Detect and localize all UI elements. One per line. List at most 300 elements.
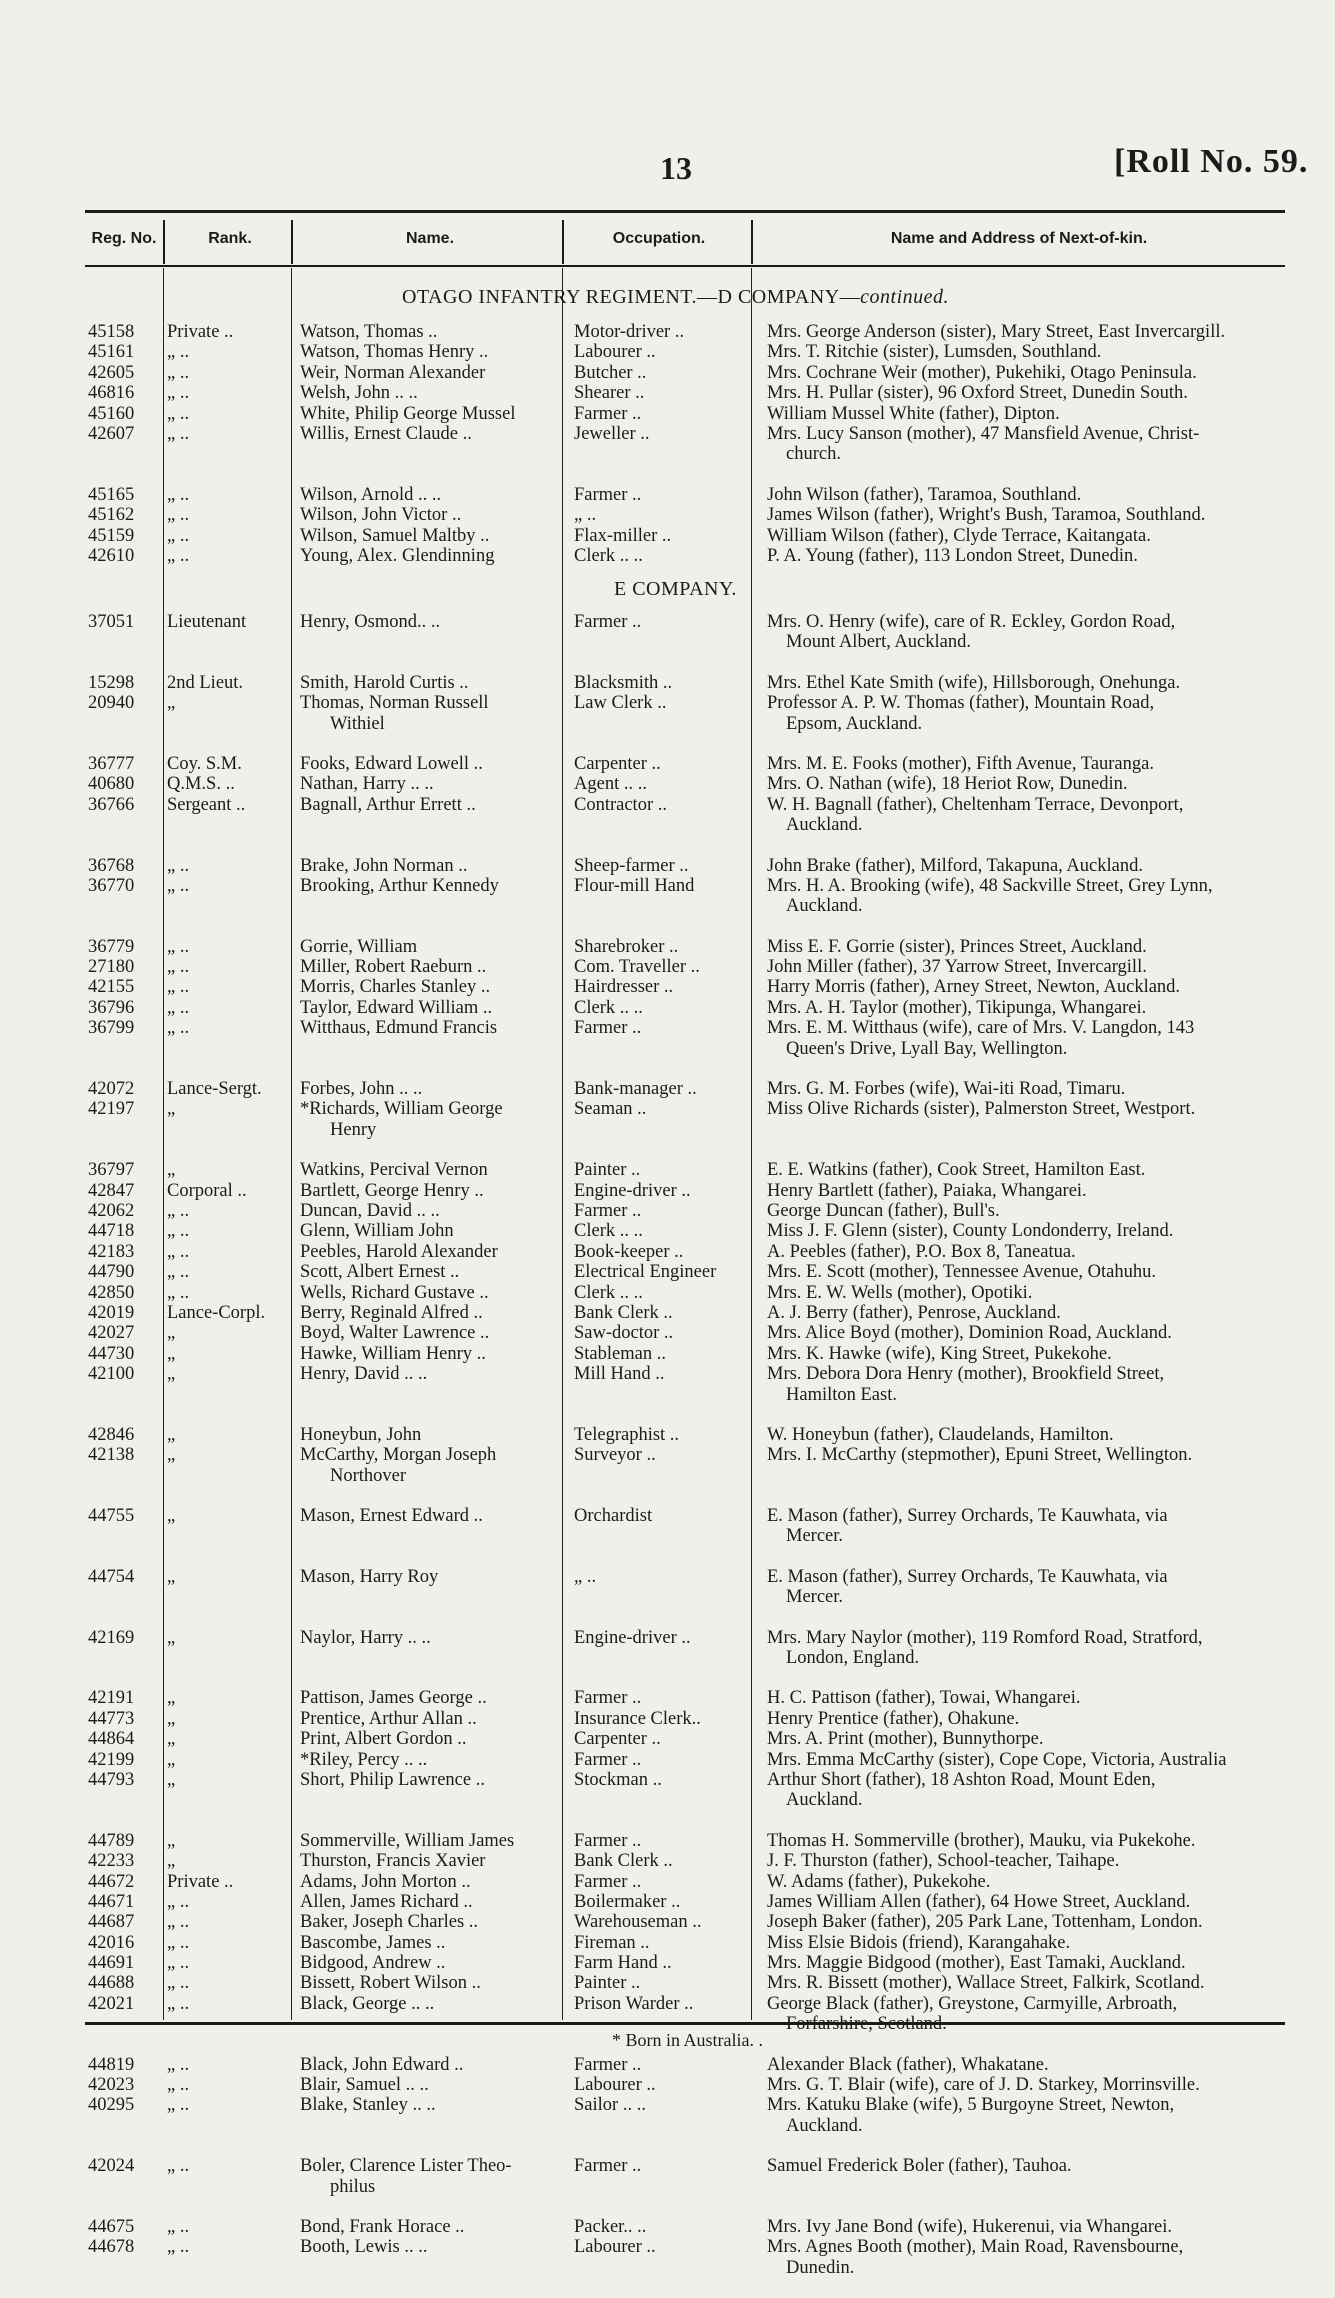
next-of-kin-cell: P. A. Young (father), 113 London Street, Dunedin. bbox=[767, 545, 1138, 566]
rank-cell: „ bbox=[167, 1099, 176, 1120]
reg-no-cell: 40680 bbox=[88, 774, 135, 795]
rank-cell: „ bbox=[167, 1160, 176, 1181]
next-of-kin-cell: Mrs. Ivy Jane Bond (wife), Hukerenui, via Whangarei. bbox=[767, 2217, 1172, 2237]
next-of-kin-cell: Harry Morris (father), Arney Street, Newton, Auckland. bbox=[767, 977, 1181, 998]
rank-cell: „ bbox=[167, 1749, 176, 1770]
occupation-cell: Clerk .. .. bbox=[574, 1221, 643, 1242]
next-of-kin-cell: Mrs. R. Bissett (mother), Wallace Street, Falkirk, Scotland. bbox=[767, 1973, 1205, 1994]
next-of-kin-cell: Miss Olive Richards (sister), Palmerston Street, Westport. bbox=[767, 1099, 1196, 1120]
footnote: * Born in Australia. . bbox=[612, 2030, 763, 2050]
occupation-cell: Farmer .. bbox=[574, 1018, 642, 1039]
occupation-cell: Farmer .. bbox=[574, 1871, 642, 1892]
next-of-kin-cell: W. Adams (father), Pukekohe. bbox=[767, 1871, 991, 1892]
occupation-cell: Sharebroker .. bbox=[574, 936, 679, 957]
rank-cell: Lieutenant bbox=[167, 612, 247, 632]
reg-no-cell: 42233 bbox=[88, 1851, 135, 1872]
row-spacer bbox=[0, 734, 1335, 754]
occupation-cell: Painter .. bbox=[574, 1160, 641, 1181]
table-row bbox=[0, 1283, 1335, 1303]
occupation-cell: Prison Warder .. bbox=[574, 1993, 694, 2014]
rank-cell: „ bbox=[167, 1729, 176, 1750]
reg-no-cell: 44687 bbox=[88, 1912, 135, 1933]
footer-rule bbox=[85, 2022, 1285, 2025]
table-row bbox=[0, 1994, 1335, 2014]
rank-cell: „ .. bbox=[167, 1891, 190, 1912]
name-cell: *Riley, Percy .. .. bbox=[300, 1749, 428, 1770]
next-of-kin-cell: E. E. Watkins (father), Cook Street, Hamilton East. bbox=[767, 1160, 1146, 1181]
reg-no-cell: 37051 bbox=[88, 612, 135, 632]
reg-no-cell: 42027 bbox=[88, 1323, 135, 1344]
reg-no-cell: 44671 bbox=[88, 1891, 135, 1912]
next-of-kin-cell: church. bbox=[786, 444, 841, 465]
next-of-kin-cell: Mount Albert, Auckland. bbox=[786, 632, 971, 653]
table-row-continuation bbox=[0, 714, 1335, 734]
next-of-kin-cell: Miss J. F. Glenn (sister), County Londonderry, Ireland. bbox=[767, 1221, 1174, 1242]
table-row bbox=[0, 546, 1335, 566]
occupation-cell: Flour-mill Hand bbox=[574, 875, 695, 896]
reg-no-cell: 44773 bbox=[88, 1708, 135, 1729]
rank-cell: „ .. bbox=[167, 484, 190, 505]
reg-no-cell: 42100 bbox=[88, 1364, 135, 1385]
name-cell: Pattison, James George .. bbox=[300, 1688, 487, 1709]
occupation-cell: Jeweller .. bbox=[574, 423, 650, 444]
table-row-continuation bbox=[0, 2177, 1335, 2197]
name-cell: Booth, Lewis .. .. bbox=[300, 2237, 428, 2258]
rank-cell: „ bbox=[167, 1343, 176, 1364]
rank-cell: „ bbox=[167, 1851, 176, 1872]
next-of-kin-cell: Mrs. Emma McCarthy (sister), Cope Cope, Victoria, Australia bbox=[767, 1749, 1227, 1770]
next-of-kin-cell: Mrs. E. Scott (mother), Tennessee Avenue, Otahuhu. bbox=[767, 1262, 1157, 1283]
next-of-kin-cell: Mrs. Katuku Blake (wife), 5 Burgoyne Street, Newton, bbox=[767, 2095, 1175, 2116]
d-company-table bbox=[0, 322, 1335, 566]
reg-no-cell: 45159 bbox=[88, 525, 135, 546]
table-row bbox=[0, 1018, 1335, 1038]
rank-cell: „ .. bbox=[167, 403, 190, 424]
occupation-cell: Surveyor .. bbox=[574, 1445, 656, 1466]
rank-cell: Corporal .. bbox=[167, 1180, 247, 1201]
rank-cell: „ .. bbox=[167, 2237, 190, 2258]
next-of-kin-cell: Mrs. Debora Dora Henry (mother), Brookfield Street, bbox=[767, 1364, 1165, 1385]
next-of-kin-cell: James William Allen (father), 64 Howe Street, Auckland. bbox=[767, 1891, 1191, 1912]
occupation-cell: Engine-driver .. bbox=[574, 1180, 691, 1201]
next-of-kin-cell: Queen's Drive, Lyall Bay, Wellington. bbox=[786, 1038, 1068, 1059]
rank-cell: „ bbox=[167, 1566, 176, 1587]
occupation-cell: Boilermaker .. bbox=[574, 1891, 681, 1912]
next-of-kin-cell: Mrs. George Anderson (sister), Mary Street, East Invercargill. bbox=[767, 322, 1226, 342]
name-cell: Smith, Harold Curtis .. bbox=[300, 672, 469, 693]
name-cell: Wilson, John Victor .. bbox=[300, 505, 462, 526]
occupation-cell: Farmer .. bbox=[574, 612, 642, 632]
rank-cell: „ .. bbox=[167, 1993, 190, 2014]
regiment-section-title bbox=[402, 286, 949, 309]
occupation-cell: Labourer .. bbox=[574, 342, 656, 363]
reg-no-cell: 42019 bbox=[88, 1302, 135, 1323]
row-spacer bbox=[0, 2136, 1335, 2156]
occupation-cell: Farmer .. bbox=[574, 1688, 642, 1709]
occupation-cell: Farmer .. bbox=[574, 403, 642, 424]
name-cell: Thurston, Francis Xavier bbox=[300, 1851, 486, 1872]
next-of-kin-cell: Mrs. H. Pullar (sister), 96 Oxford Street, Dunedin South. bbox=[767, 383, 1188, 404]
reg-no-cell: 45158 bbox=[88, 322, 135, 342]
table-row bbox=[0, 2156, 1335, 2176]
name-cell: Weir, Norman Alexander bbox=[300, 362, 486, 383]
name-cell: Watkins, Percival Vernon bbox=[300, 1160, 488, 1181]
next-of-kin-cell: Mrs. E. M. Witthaus (wife), care of Mrs. V. Langdon, 143 bbox=[767, 1018, 1195, 1039]
name-cell: Duncan, David .. .. bbox=[300, 1200, 440, 1221]
occupation-cell: Insurance Clerk.. bbox=[574, 1708, 701, 1729]
table-row bbox=[0, 2075, 1335, 2095]
next-of-kin-cell: George Black (father), Greystone, Carmyille, Arbroath, bbox=[767, 1993, 1178, 2014]
occupation-cell: Orchardist bbox=[574, 1506, 653, 1527]
table-row bbox=[0, 1912, 1335, 1932]
reg-no-cell: 44793 bbox=[88, 1769, 135, 1790]
rank-cell: „ bbox=[167, 1708, 176, 1729]
name-cell: philus bbox=[330, 2176, 376, 2197]
occupation-cell: Clerk .. .. bbox=[574, 1282, 643, 1303]
rank-cell: „ .. bbox=[167, 545, 190, 566]
next-of-kin-cell: Mrs. Maggie Bidgood (mother), East Tamaki, Auckland. bbox=[767, 1953, 1186, 1974]
name-cell: Withiel bbox=[330, 713, 385, 734]
name-cell: Blair, Samuel .. .. bbox=[300, 2075, 429, 2096]
table-row-continuation bbox=[0, 444, 1335, 464]
reg-no-cell: 44718 bbox=[88, 1221, 135, 1242]
table-row-continuation bbox=[0, 632, 1335, 652]
occupation-cell: Farmer .. bbox=[574, 1830, 642, 1851]
name-cell: Black, George .. .. bbox=[300, 1993, 435, 2014]
reg-no-cell: 42155 bbox=[88, 977, 135, 998]
occupation-cell: Farmer .. bbox=[574, 484, 642, 505]
reg-no-cell: 36796 bbox=[88, 997, 135, 1018]
occupation-cell: Mill Hand .. bbox=[574, 1364, 665, 1385]
name-cell: Adams, John Morton .. bbox=[300, 1871, 471, 1892]
next-of-kin-cell: Professor A. P. W. Thomas (father), Mountain Road, bbox=[767, 693, 1155, 714]
occupation-cell: „ .. bbox=[574, 505, 597, 526]
table-row bbox=[0, 526, 1335, 546]
next-of-kin-cell: Mrs. E. W. Wells (mother), Opotiki. bbox=[767, 1282, 1033, 1303]
table-row-continuation bbox=[0, 2116, 1335, 2136]
occupation-cell: Stockman .. bbox=[574, 1769, 662, 1790]
rank-cell: „ bbox=[167, 1323, 176, 1344]
rank-cell: „ .. bbox=[167, 1200, 190, 1221]
table-row bbox=[0, 673, 1335, 693]
table-row-continuation bbox=[0, 1526, 1335, 1546]
row-spacer bbox=[0, 2197, 1335, 2217]
table-row bbox=[0, 505, 1335, 525]
reg-no-cell: 42072 bbox=[88, 1079, 135, 1100]
name-cell: Sommerville, William James bbox=[300, 1830, 515, 1851]
occupation-cell: Saw-doctor .. bbox=[574, 1323, 674, 1344]
table-row bbox=[0, 2095, 1335, 2115]
name-cell: Henry, David .. .. bbox=[300, 1364, 428, 1385]
name-cell: Wells, Richard Gustave .. bbox=[300, 1282, 489, 1303]
rank-cell: „ bbox=[167, 1445, 176, 1466]
next-of-kin-cell: W. Honeybun (father), Claudelands, Hamilton. bbox=[767, 1424, 1114, 1445]
row-spacer bbox=[0, 1547, 1335, 1567]
occupation-cell: Bank Clerk .. bbox=[574, 1851, 673, 1872]
name-cell: Northover bbox=[330, 1465, 407, 1486]
reg-no-cell: 44678 bbox=[88, 2237, 135, 2258]
name-cell: Bascombe, James .. bbox=[300, 1932, 446, 1953]
name-cell: Black, John Edward .. bbox=[300, 2054, 464, 2075]
name-cell: Allen, James Richard .. bbox=[300, 1891, 473, 1912]
name-cell: Thomas, Norman Russell bbox=[300, 693, 489, 714]
occupation-cell: Clerk .. .. bbox=[574, 545, 643, 566]
name-cell: Watson, Thomas Henry .. bbox=[300, 342, 489, 363]
rank-cell: „ bbox=[167, 1627, 176, 1648]
table-row bbox=[0, 1445, 1335, 1465]
name-cell: Witthaus, Edmund Francis bbox=[300, 1018, 498, 1039]
table-row bbox=[0, 754, 1335, 774]
next-of-kin-cell: Mrs. A. H. Taylor (mother), Tikipunga, Whangarei. bbox=[767, 997, 1147, 1018]
rank-cell: „ .. bbox=[167, 2095, 190, 2116]
table-row bbox=[0, 1506, 1335, 1526]
name-cell: Glenn, William John bbox=[300, 1221, 454, 1242]
reg-no-cell: 42199 bbox=[88, 1749, 135, 1770]
rank-cell: Private .. bbox=[167, 322, 234, 342]
rank-cell: 2nd Lieut. bbox=[167, 672, 244, 693]
next-of-kin-cell: Mrs. I. McCarthy (stepmother), Epuni Street, Wellington. bbox=[767, 1445, 1193, 1466]
table-row-continuation bbox=[0, 1648, 1335, 1668]
name-cell: Bidgood, Andrew .. bbox=[300, 1953, 446, 1974]
table-row bbox=[0, 1973, 1335, 1993]
next-of-kin-cell: Mrs. H. A. Brooking (wife), 48 Sackville Street, Grey Lynn, bbox=[767, 875, 1213, 896]
next-of-kin-cell: Joseph Baker (father), 205 Park Lane, Tottenham, London. bbox=[767, 1912, 1203, 1933]
table-row bbox=[0, 322, 1335, 342]
table-row bbox=[0, 1344, 1335, 1364]
row-spacer bbox=[0, 1140, 1335, 1160]
table-row bbox=[0, 1201, 1335, 1221]
reg-no-cell: 46816 bbox=[88, 383, 135, 404]
reg-no-cell: 44672 bbox=[88, 1871, 135, 1892]
reg-no-cell: 36768 bbox=[88, 855, 135, 876]
next-of-kin-cell: Auckland. bbox=[786, 2115, 863, 2136]
occupation-cell: Hairdresser .. bbox=[574, 977, 674, 998]
next-of-kin-cell: London, England. bbox=[786, 1648, 920, 1669]
next-of-kin-cell: Mrs. Agnes Booth (mother), Main Road, Ravensbourne, bbox=[767, 2237, 1184, 2258]
rank-cell: „ .. bbox=[167, 505, 190, 526]
table-row bbox=[0, 1892, 1335, 1912]
rank-cell: „ .. bbox=[167, 1932, 190, 1953]
table-row bbox=[0, 485, 1335, 505]
reg-no-cell: 44755 bbox=[88, 1506, 135, 1527]
name-cell: Bagnall, Arthur Errett .. bbox=[300, 794, 476, 815]
reg-no-cell: 45161 bbox=[88, 342, 135, 363]
table-row bbox=[0, 1425, 1335, 1445]
name-cell: Peebles, Harold Alexander bbox=[300, 1241, 498, 1262]
rank-cell: „ .. bbox=[167, 1282, 190, 1303]
header-name: Name. bbox=[405, 230, 455, 247]
table-row-continuation bbox=[0, 1587, 1335, 1607]
reg-no-cell: 42024 bbox=[88, 2156, 135, 2177]
occupation-cell: Farmer .. bbox=[574, 2156, 642, 2177]
next-of-kin-cell: Samuel Frederick Boler (father), Tauhoa. bbox=[767, 2156, 1072, 2177]
name-cell: Short, Philip Lawrence .. bbox=[300, 1769, 485, 1790]
occupation-cell: Carpenter .. bbox=[574, 753, 661, 774]
table-row bbox=[0, 1079, 1335, 1099]
next-of-kin-cell: Auckland. bbox=[786, 1790, 863, 1811]
occupation-cell: Carpenter .. bbox=[574, 1729, 661, 1750]
reg-no-cell: 45165 bbox=[88, 484, 135, 505]
rank-cell: „ .. bbox=[167, 2217, 190, 2237]
name-cell: Fooks, Edward Lowell .. bbox=[300, 753, 483, 774]
table-row bbox=[0, 2217, 1335, 2237]
next-of-kin-cell: Mrs. Ethel Kate Smith (wife), Hillsborough, Onehunga. bbox=[767, 672, 1181, 693]
table-row bbox=[0, 1688, 1335, 1708]
next-of-kin-cell: Auckland. bbox=[786, 815, 863, 836]
row-spacer bbox=[0, 1668, 1335, 1688]
header-rank: Rank. bbox=[208, 230, 252, 247]
next-of-kin-cell: Auckland. bbox=[786, 896, 863, 917]
table-row bbox=[0, 1099, 1335, 1119]
occupation-cell: Agent .. .. bbox=[574, 774, 647, 795]
column-header-row bbox=[85, 214, 1285, 264]
name-cell: Watson, Thomas .. bbox=[300, 322, 438, 342]
next-of-kin-cell: Dunedin. bbox=[786, 2257, 855, 2278]
name-cell: Blake, Stanley .. .. bbox=[300, 2095, 436, 2116]
occupation-cell: Book-keeper .. bbox=[574, 1241, 684, 1262]
table-row bbox=[0, 1221, 1335, 1241]
table-row bbox=[0, 424, 1335, 444]
table-row bbox=[0, 977, 1335, 997]
occupation-cell: Bank Clerk .. bbox=[574, 1302, 673, 1323]
reg-no-cell: 42021 bbox=[88, 1993, 135, 2014]
rank-cell: „ .. bbox=[167, 957, 190, 978]
next-of-kin-cell: James Wilson (father), Wright's Bush, Taramoa, Southland. bbox=[767, 505, 1206, 526]
header-bottom-rule bbox=[85, 265, 1285, 267]
occupation-cell: Shearer .. bbox=[574, 383, 645, 404]
rank-cell: „ .. bbox=[167, 1912, 190, 1933]
reg-no-cell: 27180 bbox=[88, 957, 135, 978]
next-of-kin-cell: W. H. Bagnall (father), Cheltenham Terrace, Devonport, bbox=[767, 794, 1184, 815]
name-cell: Bartlett, George Henry .. bbox=[300, 1180, 484, 1201]
reg-no-cell: 44789 bbox=[88, 1830, 135, 1851]
table-row-continuation bbox=[0, 896, 1335, 916]
occupation-cell: Flax-miller .. bbox=[574, 525, 672, 546]
next-of-kin-cell: E. Mason (father), Surrey Orchards, Te Kauwhata, via bbox=[767, 1566, 1168, 1587]
reg-no-cell: 45162 bbox=[88, 505, 135, 526]
occupation-cell: Fireman .. bbox=[574, 1932, 650, 1953]
name-cell: Nathan, Harry .. .. bbox=[300, 774, 434, 795]
rank-cell: „ bbox=[167, 1506, 176, 1527]
table-row bbox=[0, 998, 1335, 1018]
next-of-kin-cell: E. Mason (father), Surrey Orchards, Te Kauwhata, via bbox=[767, 1506, 1168, 1527]
rank-cell: „ .. bbox=[167, 383, 190, 404]
row-spacer bbox=[0, 465, 1335, 485]
next-of-kin-cell: Mrs. A. Print (mother), Bunnythorpe. bbox=[767, 1729, 1044, 1750]
reg-no-cell: 42846 bbox=[88, 1424, 135, 1445]
rank-cell: „ bbox=[167, 693, 176, 714]
next-of-kin-cell: Epsom, Auckland. bbox=[786, 713, 923, 734]
table-row-continuation bbox=[0, 1120, 1335, 1140]
occupation-cell: Motor-driver .. bbox=[574, 322, 685, 342]
reg-no-cell: 44754 bbox=[88, 1566, 135, 1587]
reg-no-cell: 36799 bbox=[88, 1018, 135, 1039]
table-row bbox=[0, 1303, 1335, 1323]
regiment-title-continued: continued. bbox=[860, 286, 950, 308]
table-row bbox=[0, 2237, 1335, 2257]
next-of-kin-cell: H. C. Pattison (father), Towai, Whangarei. bbox=[767, 1688, 1081, 1709]
occupation-cell: Sailor .. .. bbox=[574, 2095, 646, 2116]
next-of-kin-cell: Alexander Black (father), Whakatane. bbox=[767, 2054, 1049, 2075]
name-cell: Hawke, William Henry .. bbox=[300, 1343, 486, 1364]
reg-no-cell: 42610 bbox=[88, 545, 135, 566]
reg-no-cell: 45160 bbox=[88, 403, 135, 424]
reg-no-cell: 42016 bbox=[88, 1932, 135, 1953]
table-row bbox=[0, 1262, 1335, 1282]
rank-cell: „ .. bbox=[167, 997, 190, 1018]
table-row bbox=[0, 957, 1335, 977]
table-row bbox=[0, 1242, 1335, 1262]
name-cell: Honeybun, John bbox=[300, 1424, 422, 1445]
rank-cell: „ .. bbox=[167, 1018, 190, 1039]
table-row bbox=[0, 795, 1335, 815]
occupation-cell: Labourer .. bbox=[574, 2075, 656, 2096]
reg-no-cell: 36779 bbox=[88, 936, 135, 957]
next-of-kin-cell: Mrs. O. Henry (wife), care of R. Eckley, Gordon Road, bbox=[767, 612, 1176, 632]
table-row-continuation bbox=[0, 1385, 1335, 1405]
reg-no-cell: 42169 bbox=[88, 1627, 135, 1648]
name-cell: Taylor, Edward William .. bbox=[300, 997, 493, 1018]
table-row-continuation bbox=[0, 1466, 1335, 1486]
next-of-kin-cell: Mrs. K. Hawke (wife), King Street, Pukekohe. bbox=[767, 1343, 1112, 1364]
next-of-kin-cell: Arthur Short (father), 18 Ashton Road, Mount Eden, bbox=[767, 1769, 1156, 1790]
rank-cell: „ bbox=[167, 1688, 176, 1709]
occupation-cell: Labourer .. bbox=[574, 2237, 656, 2258]
rank-cell: Private .. bbox=[167, 1871, 234, 1892]
name-cell: Wilson, Arnold .. .. bbox=[300, 484, 442, 505]
reg-no-cell: 42605 bbox=[88, 362, 135, 383]
rank-cell: Lance-Corpl. bbox=[167, 1302, 266, 1323]
name-cell: Miller, Robert Raeburn .. bbox=[300, 957, 487, 978]
table-row bbox=[0, 937, 1335, 957]
name-cell: Henry, Osmond.. .. bbox=[300, 612, 441, 632]
occupation-cell: Clerk .. .. bbox=[574, 997, 643, 1018]
reg-no-cell: 20940 bbox=[88, 693, 135, 714]
row-spacer bbox=[0, 836, 1335, 856]
reg-no-cell: 36797 bbox=[88, 1160, 135, 1181]
next-of-kin-cell: John Wilson (father), Taramoa, Southland. bbox=[767, 484, 1082, 505]
next-of-kin-cell: Mrs. Alice Boyd (mother), Dominion Road, Auckland. bbox=[767, 1323, 1172, 1344]
occupation-cell: Packer.. .. bbox=[574, 2217, 647, 2237]
name-cell: Young, Alex. Glendinning bbox=[300, 545, 495, 566]
next-of-kin-cell: Mercer. bbox=[786, 1526, 844, 1547]
name-cell: Gorrie, William bbox=[300, 936, 418, 957]
table-row-continuation bbox=[0, 1039, 1335, 1059]
table-row-continuation bbox=[0, 2258, 1335, 2278]
name-cell: Prentice, Arthur Allan .. bbox=[300, 1708, 477, 1729]
name-cell: Scott, Albert Ernest .. bbox=[300, 1262, 460, 1283]
table-row bbox=[0, 2055, 1335, 2075]
rank-cell: „ .. bbox=[167, 875, 190, 896]
table-row bbox=[0, 363, 1335, 383]
next-of-kin-cell: Mrs. G. M. Forbes (wife), Wai-iti Road, Timaru. bbox=[767, 1079, 1126, 1100]
occupation-cell: Stableman .. bbox=[574, 1343, 666, 1364]
occupation-cell: Butcher .. bbox=[574, 362, 647, 383]
table-row bbox=[0, 856, 1335, 876]
occupation-cell: Farm Hand .. bbox=[574, 1953, 672, 1974]
table-row bbox=[0, 612, 1335, 632]
reg-no-cell: 42062 bbox=[88, 1200, 135, 1221]
header-top-rule bbox=[85, 210, 1285, 213]
row-spacer bbox=[0, 1059, 1335, 1079]
name-cell: *Richards, William George bbox=[300, 1099, 503, 1120]
reg-no-cell: 42850 bbox=[88, 1282, 135, 1303]
name-cell: Wilson, Samuel Maltby .. bbox=[300, 525, 490, 546]
rank-cell: „ bbox=[167, 1364, 176, 1385]
header-reg-no: Reg. No. bbox=[91, 230, 157, 247]
row-spacer bbox=[0, 653, 1335, 673]
next-of-kin-cell: Mrs. O. Nathan (wife), 18 Heriot Row, Dunedin. bbox=[767, 774, 1128, 795]
